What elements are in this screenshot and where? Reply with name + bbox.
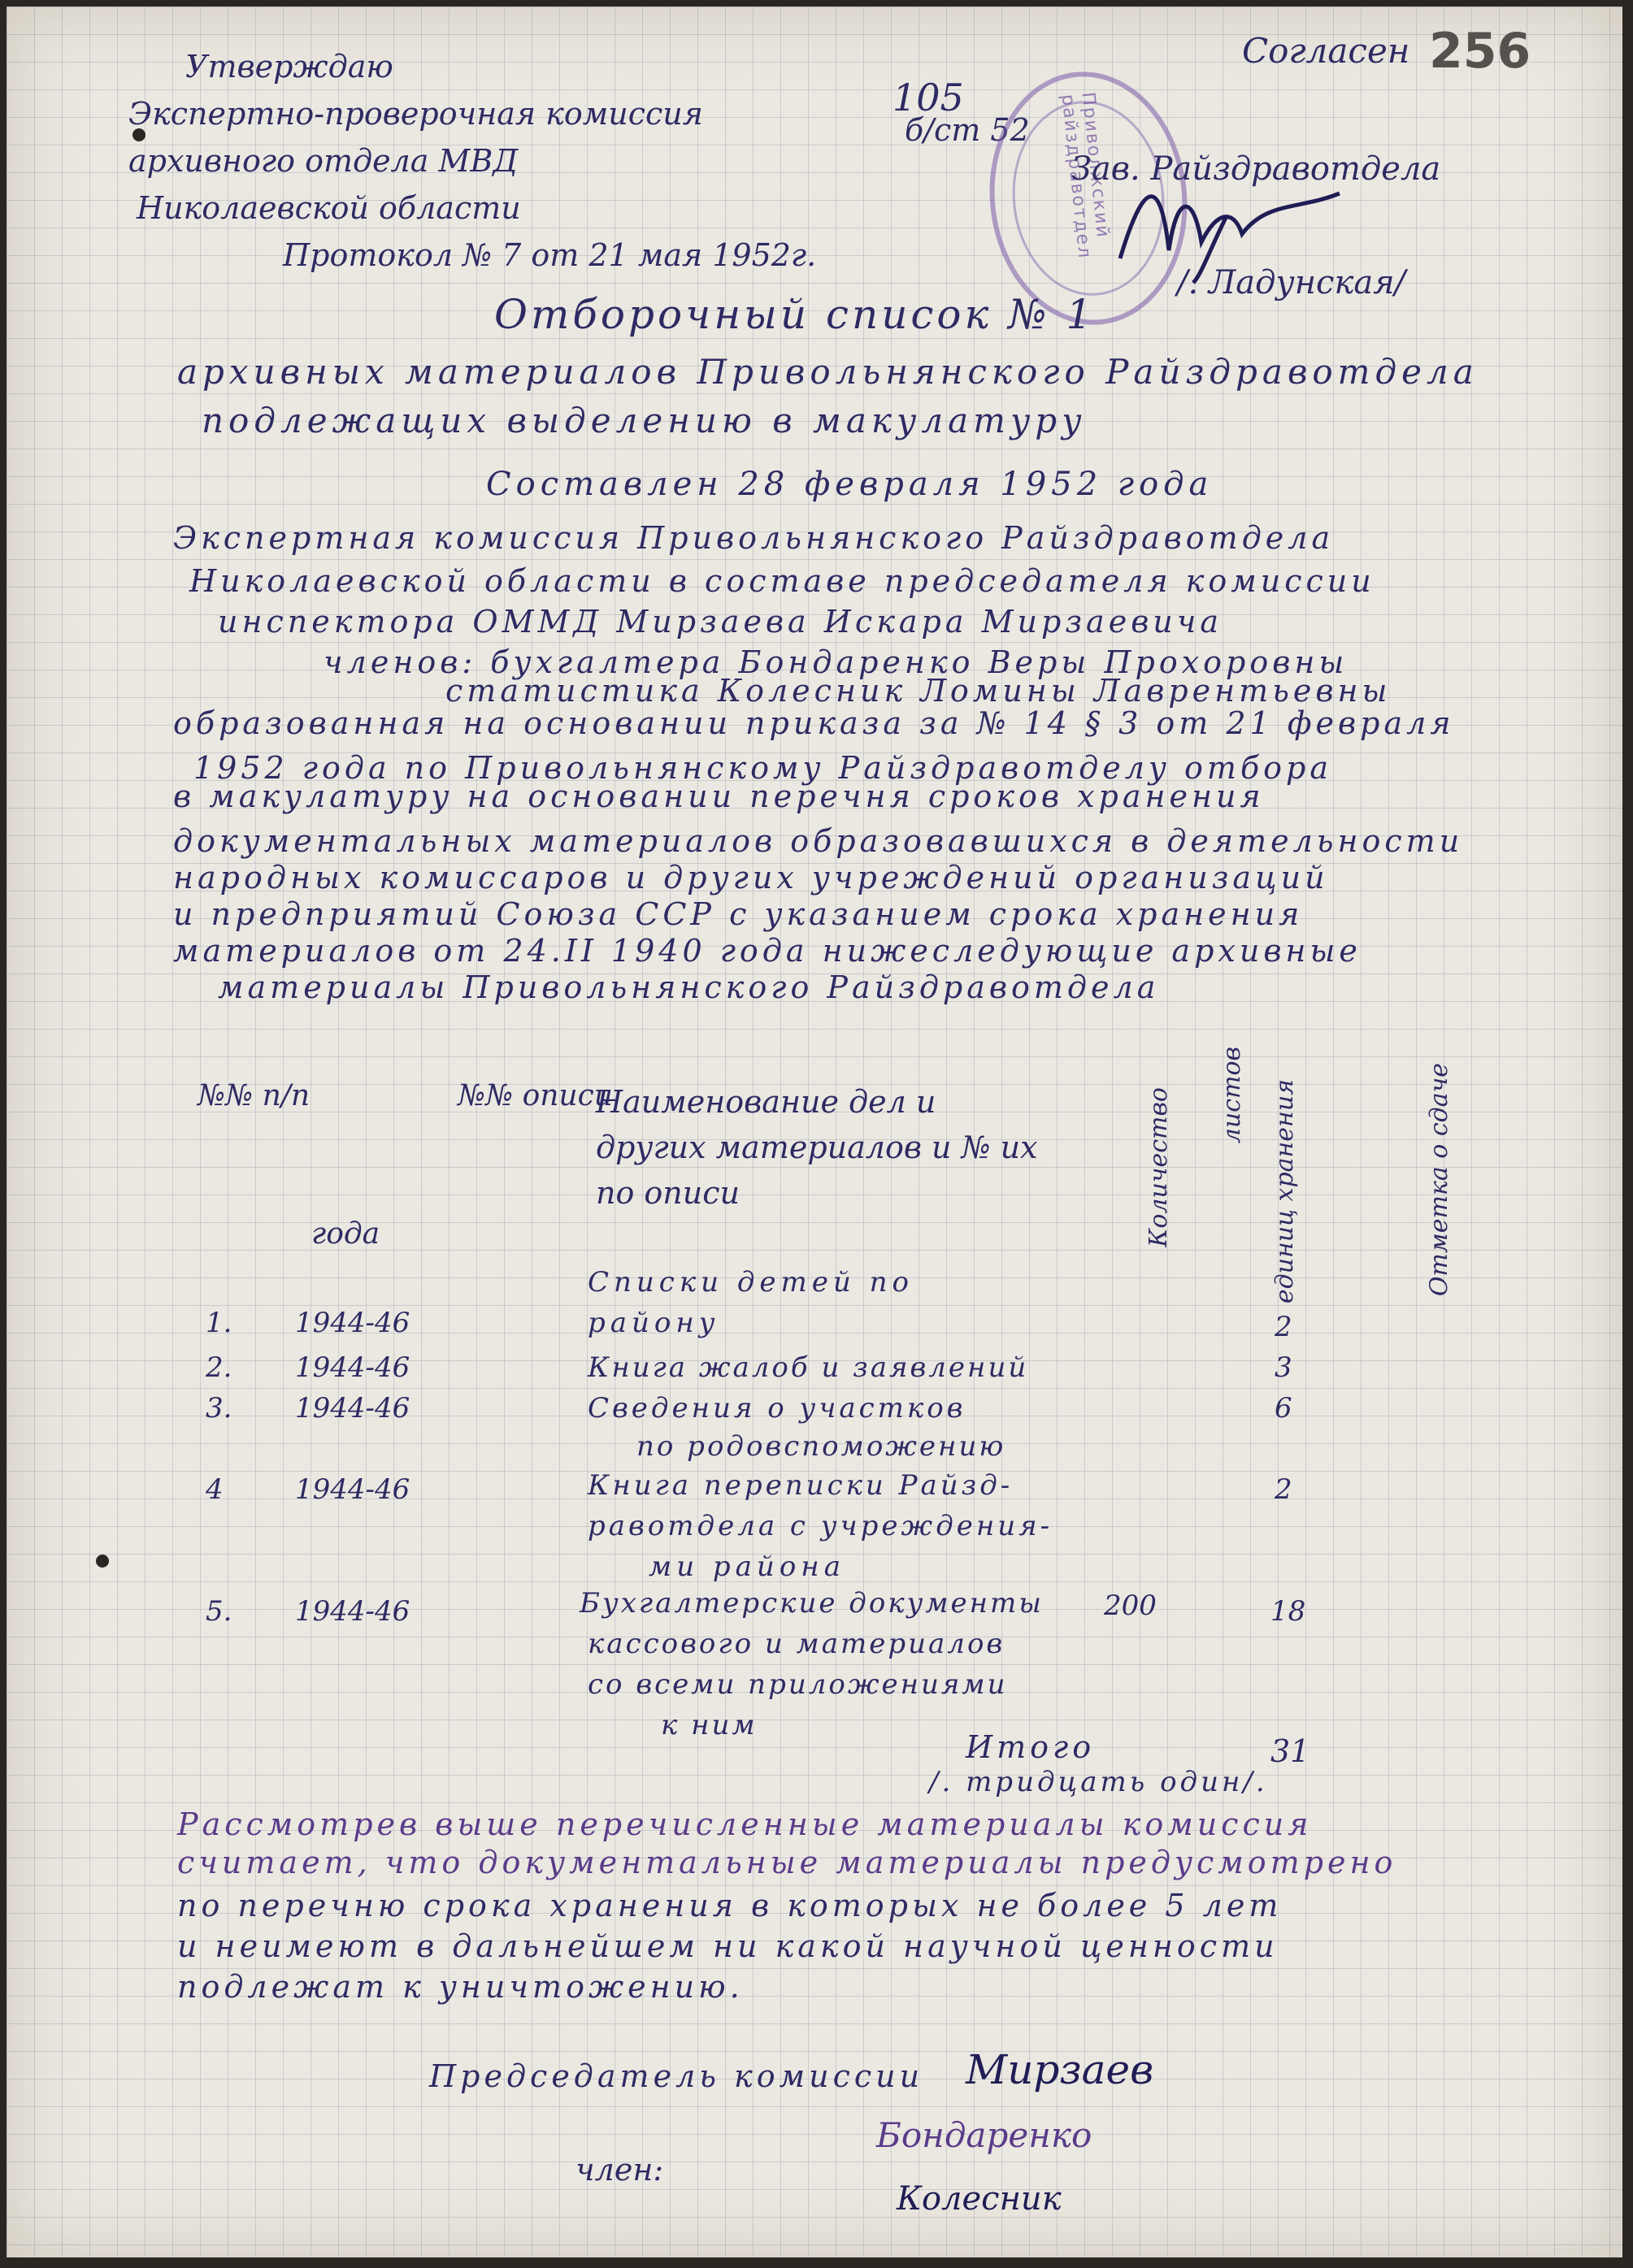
chair-label: Председатель комиссии (429, 2058, 924, 2094)
margin-folio: б/ст 52 (905, 112, 1030, 148)
conclusion-line: Рассмотрев выше перечисленные материалы комиссия (177, 1806, 1313, 1842)
document-sheet (7, 7, 1622, 2257)
member-signature: Бондаренко (876, 2115, 1092, 2155)
col-header-units: единиц хранения (1270, 1079, 1299, 1304)
approval-block (128, 43, 817, 279)
conclusion-line: по перечню срока хранения в которых не более 5 лет (177, 1888, 1283, 1923)
row-units: 2 (1275, 1473, 1292, 1506)
approval-line: Николаевской области (137, 190, 521, 226)
document-subtitle: подлежащих выделению в макулатуру (202, 401, 1087, 440)
body-line: образованная на основании приказа за № 14 § 3 от 21 февраля (173, 705, 1455, 741)
body-line: членов: бухгалтера Бондаренко Веры Прохоровны (324, 644, 1349, 680)
document-subtitle: архивных материалов Привольнянского Райздравотдела (177, 352, 1479, 392)
body-line: документальных материалов образовавшихся в деятельности (173, 823, 1464, 859)
row-units: 3 (1275, 1351, 1292, 1384)
total-label: Итого (966, 1729, 1096, 1765)
row-name: Сведения о участков (588, 1392, 966, 1425)
head-signature (1112, 161, 1356, 291)
conclusion-line: считает, что документальные материалы предусмотрено (177, 1845, 1397, 1880)
members-label: член: (575, 2152, 664, 2188)
body-line: материалы Привольнянского Райздравотдела (218, 969, 1160, 1005)
body-line: народных комиссаров и других учреждений организаций (173, 860, 1329, 895)
total-words: /. тридцать один/. (929, 1766, 1268, 1798)
row-year: 1944-46 (295, 1351, 410, 1384)
row-units: 18 (1270, 1595, 1306, 1628)
row-year: 1944-46 (295, 1307, 410, 1339)
row-name: Книга жалоб и заявлений (588, 1351, 1029, 1384)
approval-line: Экспертно-проверочная комиссия (128, 96, 703, 132)
row-num: 3. (206, 1392, 232, 1425)
row-year: 1944-46 (295, 1392, 410, 1425)
row-name: по родовспоможению (636, 1430, 1006, 1463)
row-name: Списки детей по (588, 1266, 914, 1299)
col-header-name: Наименование дел и других материалов и № их по описи (596, 1084, 1038, 1211)
row-year: 1944-46 (295, 1595, 410, 1628)
col-header-num: №№ п/п (198, 1079, 311, 1112)
approval-line: Протокол № 7 от 21 мая 1952г. (283, 237, 817, 273)
row-name: равотдела с учреждения- (588, 1510, 1053, 1542)
body-line: Составлен 28 февраля 1952 года (486, 466, 1214, 503)
body-line: 1952 года по Привольнянскому Райздравотделу отбора (193, 750, 1333, 786)
document-title: Отборочный список № 1 (494, 291, 1096, 338)
body-line: Николаевской области в составе председателя комиссии (189, 563, 1375, 599)
member-signature: Колесник (897, 2180, 1062, 2218)
approval-line: архивного отдела МВД (128, 143, 519, 179)
stamp-text: Приволжский райздравотдел (1057, 91, 1114, 261)
row-num: 5. (206, 1595, 232, 1628)
row-name: к ним (661, 1709, 758, 1741)
body-line: материалов от 24.II 1940 года нижеследующие архивные (173, 933, 1362, 969)
punch-hole (96, 1555, 109, 1568)
chair-signature: Мирзаев (966, 2046, 1154, 2093)
body-line: и предприятий Союза ССР с указанием срока хранения (173, 896, 1304, 932)
row-pages: 200 (1104, 1589, 1157, 1622)
col-header-note: Отметка о сдаче (1425, 1063, 1453, 1297)
row-name: району (588, 1307, 720, 1339)
conclusion-line: подлежат к уничтожению. (177, 1969, 744, 2005)
agreed-label: Согласен (1242, 31, 1410, 71)
body-line: в макулатуру на основании перечня сроков хранения (173, 778, 1265, 814)
row-num: 4 (206, 1473, 224, 1506)
approval-line: Утверждаю (185, 49, 393, 85)
col-header-kol: листов (1218, 1047, 1246, 1144)
row-units: 6 (1275, 1392, 1292, 1425)
body-line: статистика Колесник Ломины Лаврентьевны (445, 673, 1392, 709)
agreed-name: /. Ладунская/ (1177, 264, 1406, 301)
row-units: 2 (1275, 1311, 1292, 1343)
row-num: 2. (206, 1351, 232, 1384)
row-name: Книга переписки Райзд- (588, 1469, 1014, 1502)
col-header-pages: Количество (1144, 1087, 1173, 1247)
agreed-title: Зав. Райздравотдела (1071, 150, 1441, 188)
page-number: 256 (1429, 23, 1531, 80)
row-num: 1. (206, 1307, 232, 1339)
col-header-year: года (311, 1217, 380, 1251)
row-name: Бухгалтерские документы (580, 1587, 1044, 1620)
row-name: со всеми приложениями (588, 1668, 1008, 1701)
body-line: инспектора ОММД Мирзаева Искара Мирзаевича (218, 604, 1223, 640)
row-year: 1944-46 (295, 1473, 410, 1506)
col-header-inv: №№ описи (458, 1079, 613, 1112)
total-value: 31 (1270, 1733, 1310, 1769)
margin-number: 105 (893, 76, 964, 119)
body-line: Экспертная комиссия Привольнянского Райздравотдела (173, 520, 1335, 556)
row-name: кассового и материалов (588, 1628, 1005, 1660)
row-name: ми района (649, 1550, 845, 1583)
conclusion-line: и неимеют в дальнейшем ни какой научной ценности (177, 1928, 1279, 1964)
